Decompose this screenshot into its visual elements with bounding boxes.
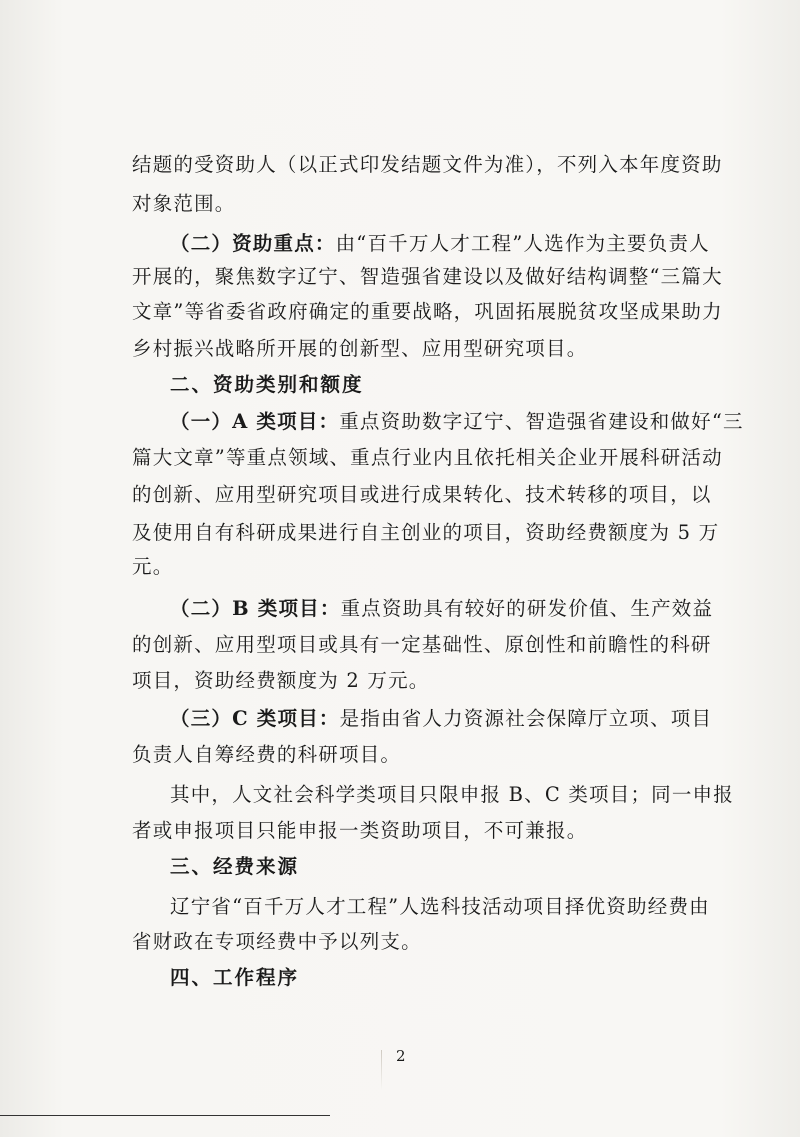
paragraph-line: 乡村振兴战略所开展的创新型、应用型研究项目。 xyxy=(132,337,588,360)
subsection-line: （二）B 类项目：重点资助具有较好的研发价值、生产效益 xyxy=(170,597,714,620)
paragraph-line: 结题的受资助人（以正式印发结题文件为准），不列入本年度资助 xyxy=(132,153,723,176)
paragraph-line: 负责人自筹经费的科研项目。 xyxy=(132,743,402,766)
paragraph-line: 辽宁省“百千万人才工程”人选科技活动项目择优资助经费由 xyxy=(170,895,710,918)
section-heading: 四、工作程序 xyxy=(170,966,300,989)
paragraph-line: 的创新、应用型研究项目或进行成果转化、技术转移的项目，以 xyxy=(132,483,712,506)
subsection-heading: （一）A 类项目： xyxy=(170,410,340,433)
subsection-line: （三）C 类项目：是指由省人力资源社会保障厅立项、项目 xyxy=(170,707,713,730)
paragraph-line: 对象范围。 xyxy=(132,192,236,215)
paragraph-line: 开展的，聚焦数字辽宁、智造强省建设以及做好结构调整“三篇大 xyxy=(132,265,723,288)
page-number: 2 xyxy=(396,1047,406,1065)
paragraph-line: 项目，资助经费额度为 2 万元。 xyxy=(132,669,430,692)
paragraph-line: 省财政在专项经费中予以列支。 xyxy=(132,930,422,953)
subsection-heading: （二）B 类项目： xyxy=(170,597,341,620)
paragraph-line: 的创新、应用型项目或具有一定基础性、原创性和前瞻性的科研 xyxy=(132,633,712,656)
subsection-heading: （二）资助重点： xyxy=(170,232,336,255)
subsection-line: （二）资助重点：由“百千万人才工程”人选作为主要负责人 xyxy=(170,232,710,255)
paragraph-line: 篇大文章”等重点领域、重点行业内且依托相关企业开展科研活动 xyxy=(132,446,723,469)
section-heading: 二、资助类别和额度 xyxy=(170,373,364,396)
subsection-line: （一）A 类项目：重点资助数字辽宁、智造强省建设和做好“三 xyxy=(170,410,744,433)
paragraph-line: 元。 xyxy=(132,555,174,578)
paragraph-line: 及使用自有科研成果进行自主创业的项目，资助经费额度为 5 万 xyxy=(132,521,720,544)
binding-mark xyxy=(381,1050,382,1090)
footer-rule xyxy=(0,1115,330,1116)
paragraph-line: 文章”等省委省政府确定的重要战略，巩固拓展脱贫攻坚成果助力 xyxy=(132,300,723,323)
paragraph-line: 其中，人文社会科学类项目只限申报 B、C 类项目；同一申报 xyxy=(170,783,734,806)
section-heading: 三、经费来源 xyxy=(170,855,300,878)
paragraph-line: 者或申报项目只能申报一类资助项目，不可兼报。 xyxy=(132,819,588,842)
subsection-heading: （三）C 类项目： xyxy=(170,707,340,730)
